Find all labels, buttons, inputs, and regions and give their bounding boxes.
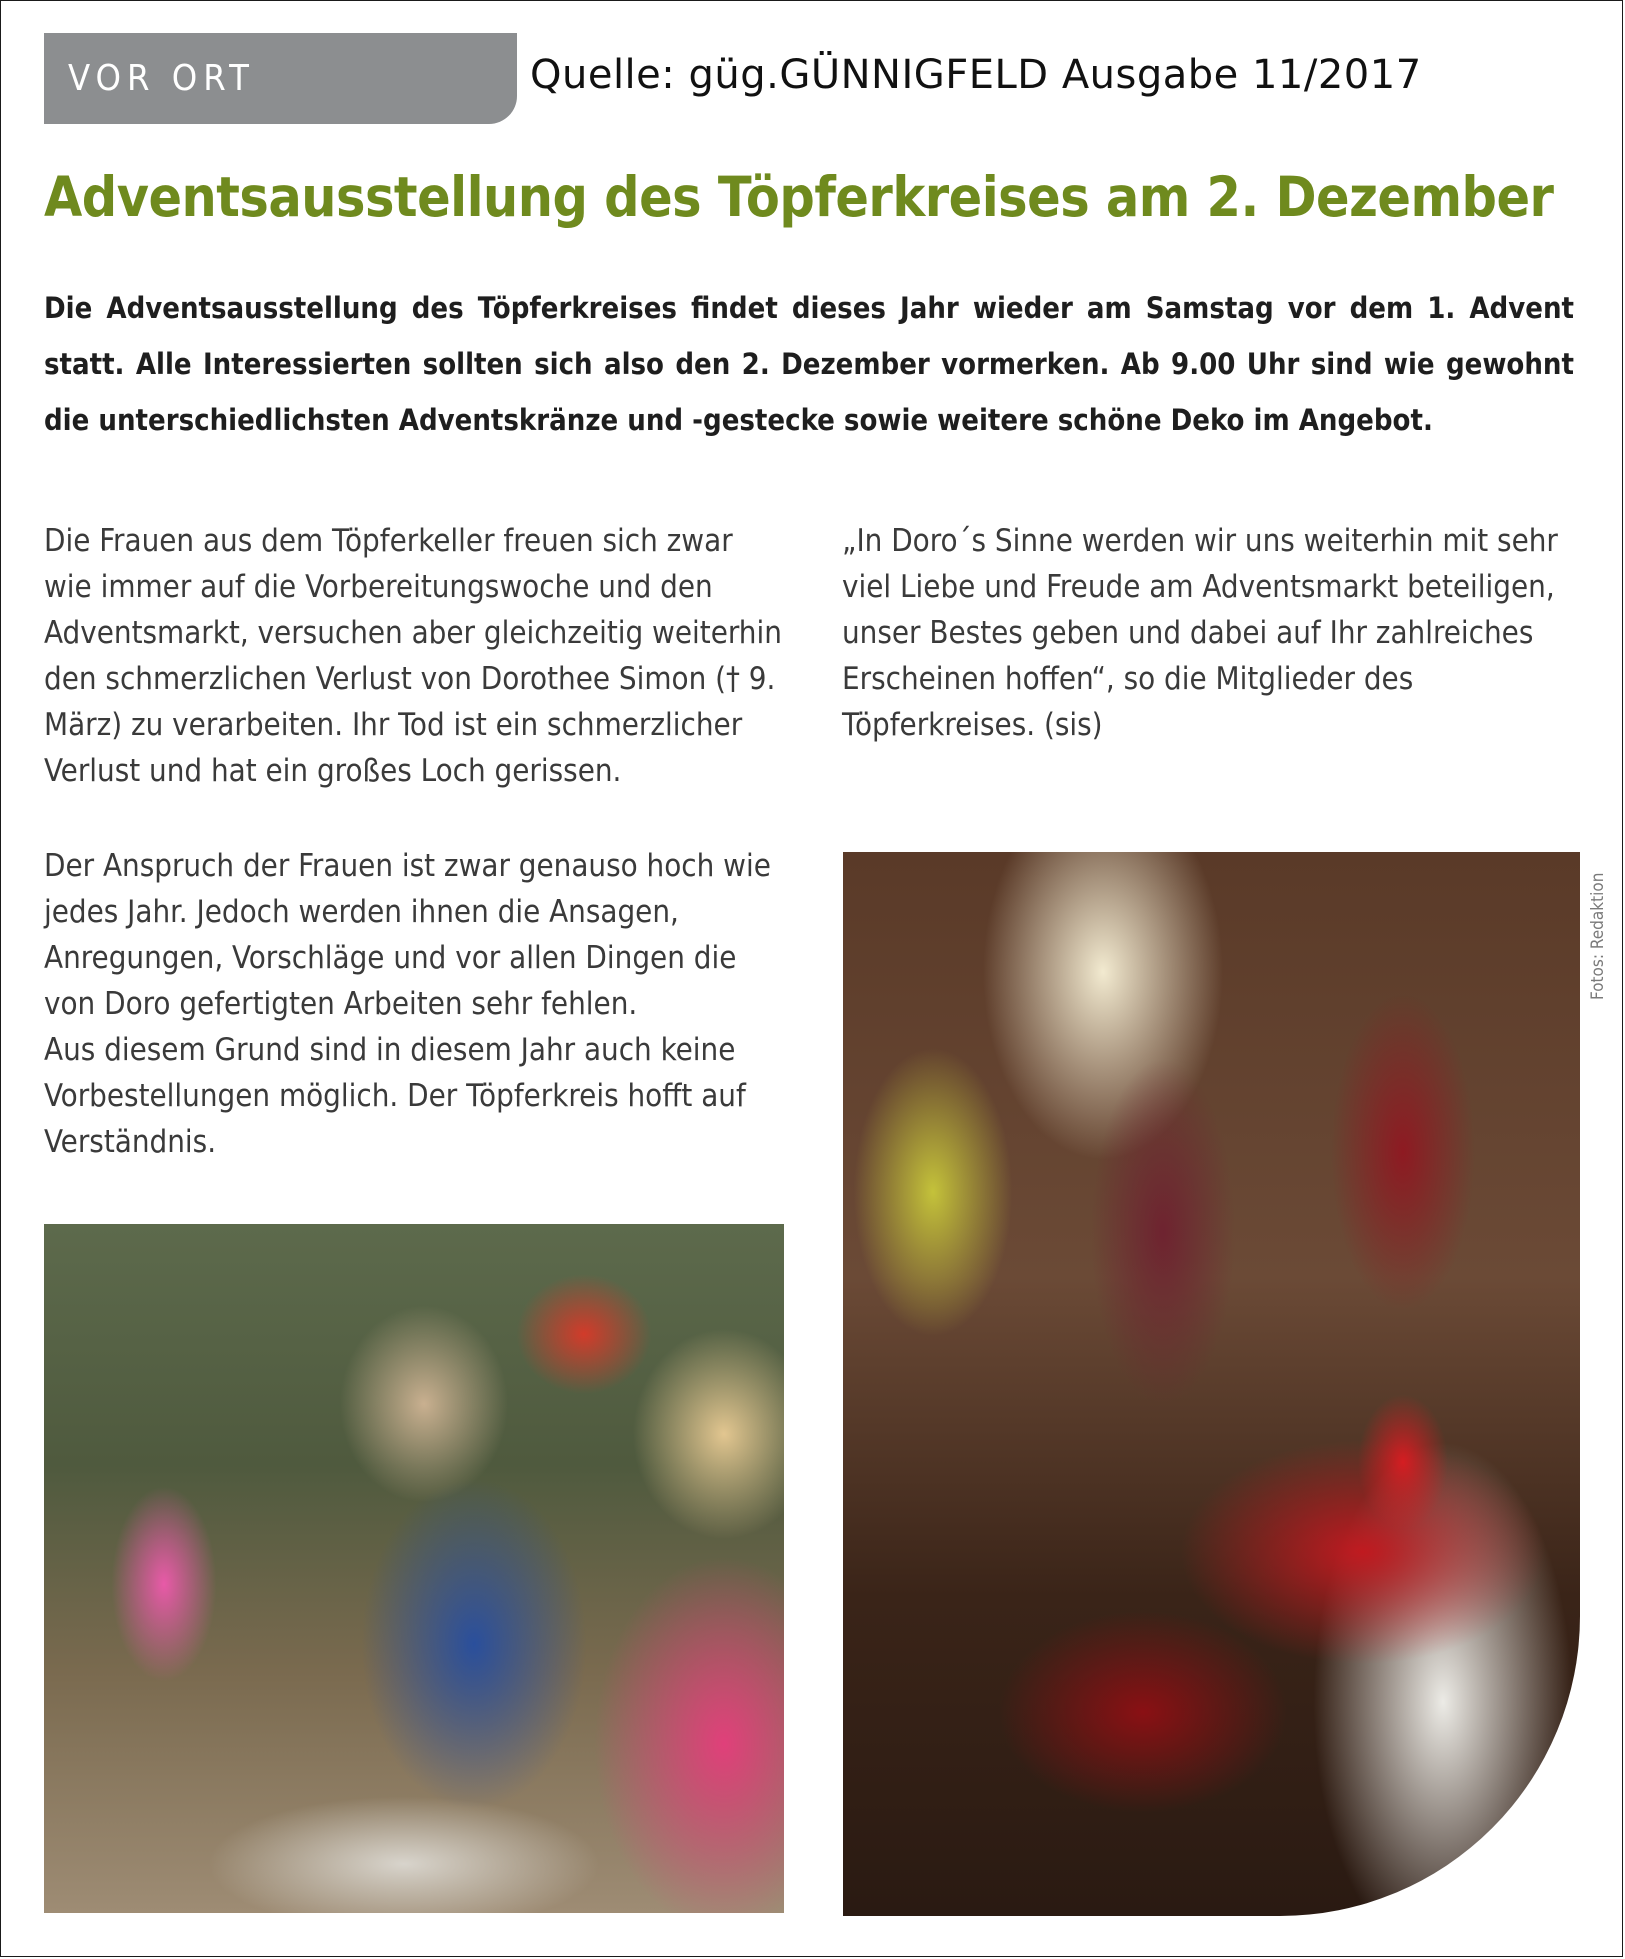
source-line: Quelle: güg.GÜNNIGFELD Ausgabe 11/2017 xyxy=(530,52,1422,98)
paragraph-two: Der Anspruch der Frauen ist zwar genauso hoch wie jedes Jahr. Jedoch werden ihnen die Ansagen, Anregungen, Vorschläge und vor allen Dingen die von Doro gefertigten Arbeiten sehr fehlen. xyxy=(44,848,771,1022)
photo-advent-exhibition xyxy=(843,852,1580,1916)
article-lead: Die Adventsausstellung des Töpferkreises findet dieses Jahr wieder am Samstag vor dem 1. Advent statt. Alle Interessierten sollten sich also den 2. Dezember vormerken. Ab 9.00 Uhr sind wie gewohnt die unterschiedlichsten Adventskränze und -gestecke sowie weitere schöne Deko im Angebot. xyxy=(44,291,1574,437)
article-headline: Adventsausstellung des Töpferkreises am 2. Dezember xyxy=(44,165,1554,229)
paragraph-three: Aus diesem Grund sind in diesem Jahr auch keine Vorbestellungen möglich. Der Töpferkreis hofft auf Verständnis. xyxy=(44,1032,746,1160)
section-tag: VOR ORT xyxy=(44,33,517,124)
photo-credit: Fotos: Redaktion xyxy=(1588,872,1608,1000)
paragraph-quote: „In Doro´s Sinne werden wir uns weiterhin mit sehr viel Liebe und Freude am Adventsmarkt beteiligen, unser Bestes geben und dabei auf Ihr zahlreiches Erscheinen hoffen“, so die Mitglieder des Töpferkreises. (sis) xyxy=(842,523,1558,743)
photo-women-crafting xyxy=(44,1224,784,1913)
paragraph-one: Die Frauen aus dem Töpferkeller freuen sich zwar wie immer auf die Vorbereitungswoche und den Adventsmarkt, versuchen aber gleichzeitig weiterhin den schmerzlichen Verlust von Dorothee Simon († 9. März) zu verarbeiten. Ihr Tod ist ein schmerzlicher Verlust und hat ein großes Loch gerissen. xyxy=(44,523,782,789)
left-column-lower xyxy=(44,843,784,1165)
